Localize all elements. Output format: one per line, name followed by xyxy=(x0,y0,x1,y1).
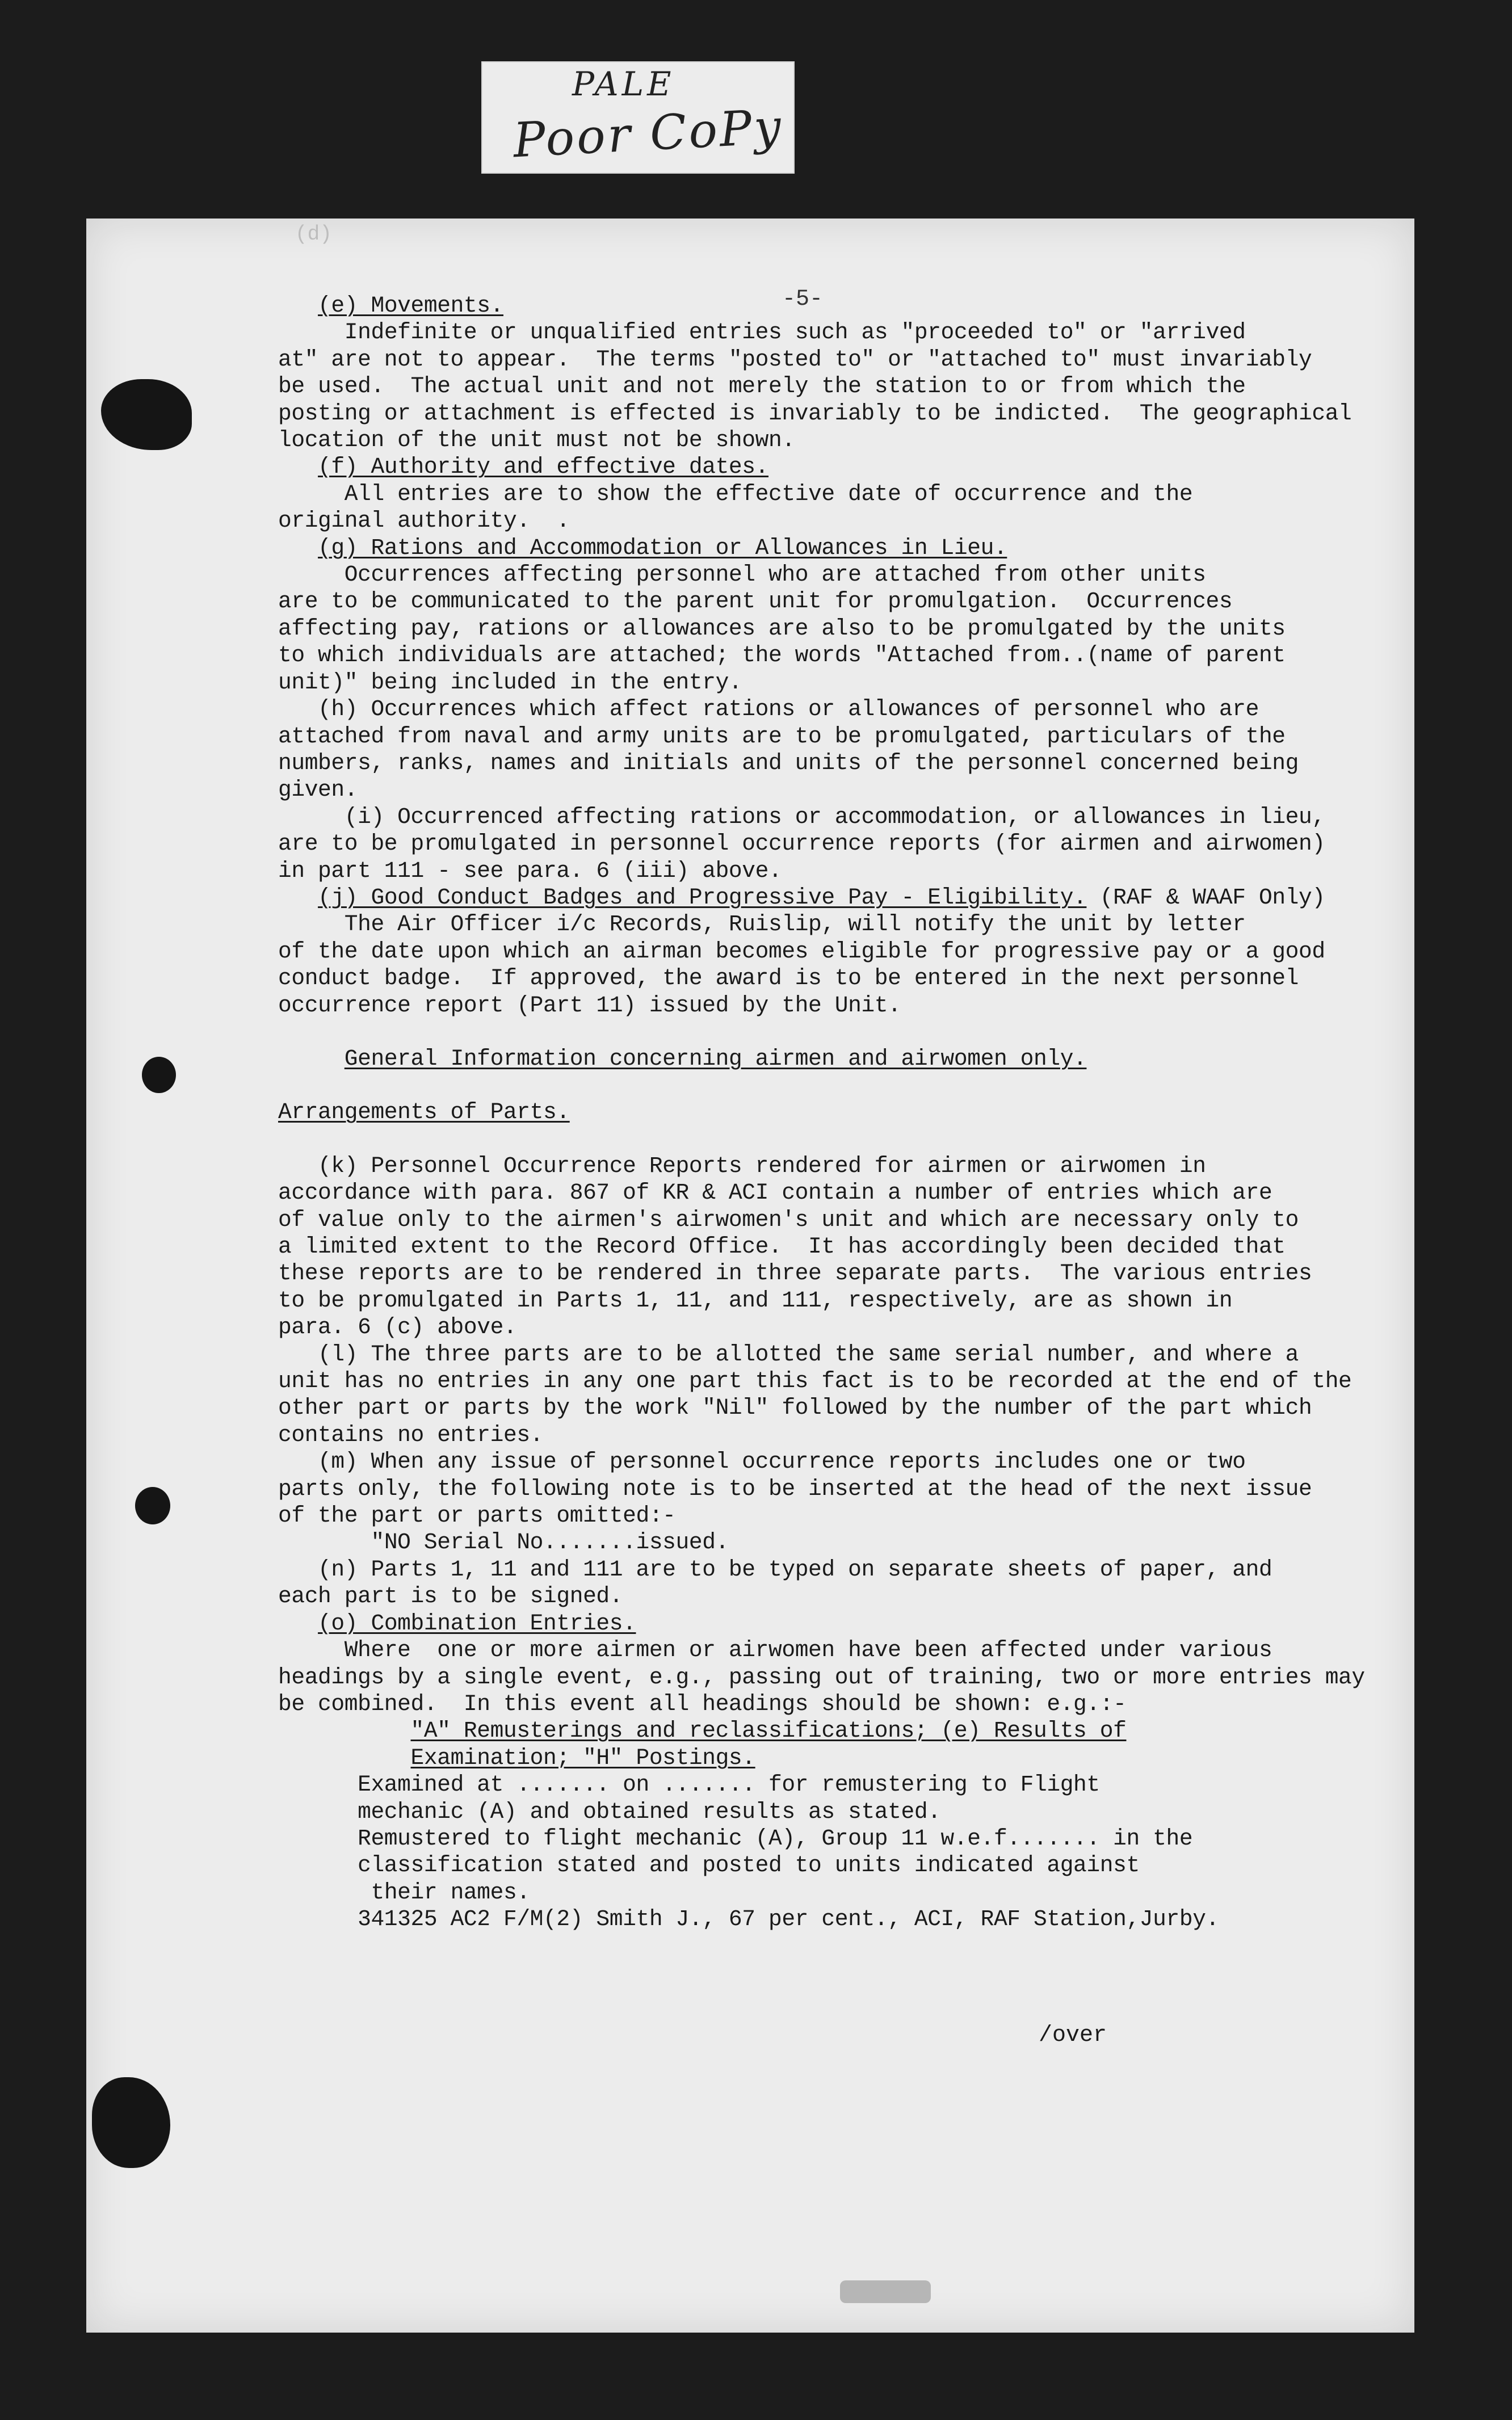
text-line: these reports are to be rendered in three separate parts. The various entries xyxy=(278,1261,1312,1287)
text-line: a limited extent to the Record Office. It has accordingly been decided that xyxy=(278,1234,1286,1259)
text-line: unit has no entries in any one part this fact is to be recorded at the end of the xyxy=(278,1368,1352,1394)
line-text: "A" Remusterings and reclassifications; (e) Results of xyxy=(410,1718,1127,1744)
text-line xyxy=(278,481,1402,507)
section-j-heading xyxy=(278,884,1402,911)
heading-text: (g) Rations and Accommodation or Allowances in Lieu. xyxy=(318,535,1007,561)
text-line xyxy=(278,1153,1402,1179)
example-line xyxy=(278,1852,1402,1879)
text-line: given. xyxy=(278,777,358,803)
text-line: be combined. In this event all headings should be shown: e.g.:- xyxy=(278,1691,1127,1717)
spacer xyxy=(278,1126,1402,1153)
text-line: of the date upon which an airman becomes eligible for progressive pay or a good xyxy=(278,938,1325,964)
heading-text: (e) Movements. xyxy=(318,293,503,318)
line-text: Indefinite or unqualified entries such as "proceeded to" or "arrived xyxy=(344,320,1246,346)
example-line xyxy=(278,1771,1402,1798)
typed-text-body xyxy=(278,292,1402,1933)
text-line: unit)" being included in the entry. xyxy=(278,669,742,695)
text-line xyxy=(278,1717,1402,1744)
text-line: to which individuals are attached; the words "Attached from..(name of parent xyxy=(278,642,1286,669)
text-line xyxy=(278,1745,1402,1771)
text-line: original authority. . xyxy=(278,508,570,534)
text-line: para. 6 (c) above. xyxy=(278,1314,517,1341)
punch-hole xyxy=(142,1057,176,1093)
text-line: affecting pay, rations or allowances are also to be promulgated by the units xyxy=(278,615,1286,641)
text-line xyxy=(278,1637,1402,1663)
line-text: (k) Personnel Occurrence Reports rendered for airmen or airwomen in xyxy=(318,1153,1206,1179)
section-e-heading xyxy=(278,292,1402,319)
label-pale: PALE xyxy=(572,65,675,103)
text-line: location of the unit must not be shown. xyxy=(278,427,795,453)
ink-smudge xyxy=(840,2280,931,2303)
heading-text: Arrangements of Parts. xyxy=(278,1099,570,1125)
line-text: (n) Parts 1, 11 and 111 are to be typed on separate sheets of paper, and xyxy=(318,1556,1272,1582)
example-line xyxy=(278,1906,1402,1932)
over-continuation-mark: /over xyxy=(1039,2023,1107,2048)
line-text: "NO Serial No.......issued. xyxy=(371,1530,729,1556)
archive-label-card xyxy=(481,61,795,174)
line-text: their names. xyxy=(371,1879,530,1905)
text-line: contains no entries. xyxy=(278,1422,544,1448)
heading-text: (o) Combination Entries. xyxy=(318,1610,636,1636)
text-line: accordance with para. 867 of KR & ACI contain a number of entries which are xyxy=(278,1180,1272,1206)
text-line: of value only to the airmen's airwomen's unit and which are necessary only to xyxy=(278,1207,1299,1233)
line-text: Remustered to flight mechanic (A), Group 11 w.e.f....... in the xyxy=(358,1825,1193,1851)
bleed-through-text xyxy=(295,222,332,246)
punch-hole xyxy=(135,1487,170,1524)
line-text: Occurrences affecting personnel who are attached from other units xyxy=(344,562,1206,588)
heading-text: (f) Authority and effective dates. xyxy=(318,454,768,480)
section-g-heading xyxy=(278,535,1402,561)
line-text: 341325 AC2 F/M(2) Smith J., 67 per cent., ACI, RAF Station,Jurby. xyxy=(358,1906,1219,1932)
line-text: (l) The three parts are to be allotted the same serial number, and where a xyxy=(318,1341,1299,1367)
heading-text: General Information concerning airmen and airwomen only. xyxy=(344,1045,1087,1072)
text-line: occurrence report (Part 11) issued by the Unit. xyxy=(278,992,901,1018)
text-line xyxy=(278,319,1402,346)
text-line xyxy=(278,561,1402,588)
text-line: parts only, the following note is to be inserted at the head of the next issue xyxy=(278,1476,1312,1502)
text-line: conduct badge. If approved, the award is to be entered in the next personnel xyxy=(278,965,1299,991)
text-line xyxy=(278,696,1402,722)
line-text: Examined at ....... on ....... for remustering to Flight xyxy=(358,1772,1100,1798)
text-line xyxy=(278,1556,1402,1583)
section-f-heading xyxy=(278,453,1402,480)
spacer xyxy=(278,1019,1402,1045)
text-line xyxy=(278,1448,1402,1475)
spacer xyxy=(278,1072,1402,1099)
text-line xyxy=(278,804,1402,830)
text-line: each part is to be signed. xyxy=(278,1583,623,1610)
general-information-heading xyxy=(278,1045,1402,1072)
text-line: in part 111 - see para. 6 (iii) above. xyxy=(278,858,782,884)
example-line xyxy=(278,1799,1402,1825)
arrangement-heading xyxy=(278,1099,1402,1125)
line-text: (i) Occurrenced affecting rations or accommodation, or allowances in lieu, xyxy=(344,804,1325,830)
line-text: (h) Occurrences which affect rations or allowances of personnel who are xyxy=(318,696,1259,722)
text-line: are to be promulgated in personnel occurrence reports (for airmen and airwomen) xyxy=(278,831,1325,857)
text-line: are to be communicated to the parent unit for promulgation. Occurrences xyxy=(278,589,1233,615)
text-line: at" are not to appear. The terms "posted to" or "attached to" must invariably xyxy=(278,346,1312,372)
example-line xyxy=(278,1879,1402,1906)
heading-text: (j) Good Conduct Badges and Progressive Pay - Eligibility. xyxy=(318,884,1087,910)
line-text: (m) When any issue of personnel occurrence reports includes one or two xyxy=(318,1449,1246,1475)
text-line xyxy=(278,1341,1402,1368)
line-text: The Air Officer i/c Records, Ruislip, will notify the unit by letter xyxy=(344,911,1246,938)
text-line: headings by a single event, e.g., passing out of training, two or more entries may xyxy=(278,1664,1365,1690)
text-line: be used. The actual unit and not merely the station to or from which the xyxy=(278,373,1246,400)
text-line: other part or parts by the work "Nil" followed by the number of the part which xyxy=(278,1395,1312,1421)
text-line: of the part or parts omitted:- xyxy=(278,1503,676,1529)
line-text: mechanic (A) and obtained results as stated. xyxy=(358,1799,941,1825)
line-text: All entries are to show the effective date of occurrence and the xyxy=(344,481,1193,507)
text-line: to be promulgated in Parts 1, 11, and 111, respectively, are as shown in xyxy=(278,1287,1233,1313)
text-line: attached from naval and army units are to be promulgated, particulars of the xyxy=(278,723,1286,749)
text-line xyxy=(278,911,1402,938)
ghost-line: (d) xyxy=(295,222,332,246)
example-line xyxy=(278,1825,1402,1852)
text-line: numbers, ranks, names and initials and units of the personnel concerned being xyxy=(278,750,1299,776)
text-line: posting or attachment is effected is invariably to be indicted. The geographical xyxy=(278,400,1352,426)
line-text: classification stated and posted to units indicated against xyxy=(358,1852,1140,1879)
heading-note: (RAF & WAAF Only) xyxy=(1086,884,1325,910)
section-o-heading xyxy=(278,1610,1402,1637)
page-number: -5- xyxy=(782,287,824,312)
line-text: Examination; "H" Postings. xyxy=(410,1745,755,1771)
label-poor-copy: Poor CoPy xyxy=(511,98,785,169)
text-line xyxy=(278,1529,1402,1556)
line-text: Where one or more airmen or airwomen have been affected under various xyxy=(344,1637,1272,1663)
